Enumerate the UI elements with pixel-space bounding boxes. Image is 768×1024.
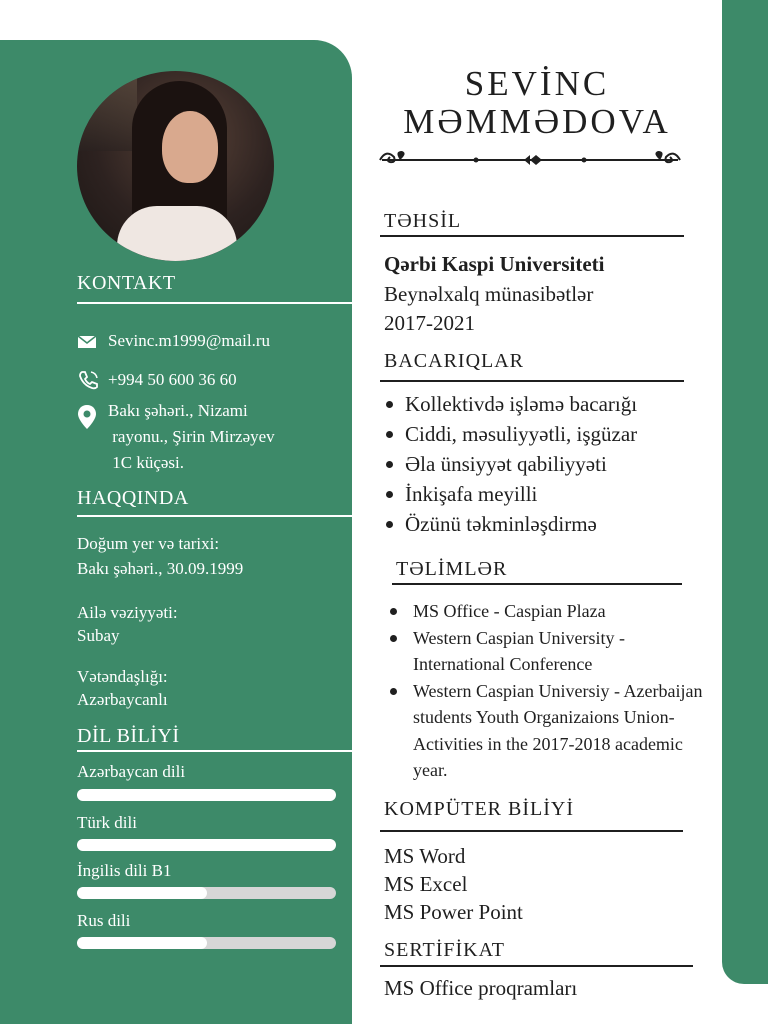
- language-level-bar: [77, 839, 336, 851]
- language-label: Azərbaycan dili: [77, 762, 186, 781]
- education-divider: [380, 235, 684, 237]
- skill-item: Özünü təkminləşdirmə: [384, 509, 637, 539]
- education-school: Qərbi Kaspi Universiteti: [384, 252, 605, 276]
- education-field: Beynəlxalq münasibətlər: [384, 282, 594, 306]
- address-line-2: rayonu., Şirin Mirzəyev: [108, 427, 275, 446]
- education-heading: TƏHSİL: [384, 210, 462, 232]
- computer-heading: KOMPÜTER BİLİYİ: [384, 798, 574, 820]
- language-level-fill: [77, 937, 207, 949]
- envelope-icon: [77, 330, 99, 352]
- computer-divider: [380, 830, 683, 832]
- certificate-heading: SERTİFİKAT: [384, 939, 506, 961]
- marital-value: Subay: [77, 626, 120, 645]
- certificate-divider: [380, 965, 693, 967]
- computer-skill: MS Power Point: [384, 900, 523, 924]
- phone-number: +994 50 600 36 60: [108, 370, 237, 389]
- language-level-bar: [77, 937, 336, 949]
- email-link[interactable]: Sevinc.m1999@mail.ru: [108, 331, 271, 350]
- computer-skill: MS Excel: [384, 872, 468, 896]
- citizenship-value: Azərbaycanlı: [77, 690, 168, 709]
- training-item: MS Office - Caspian Plaza: [385, 598, 705, 625]
- training-item: Western Caspian University - International Conference: [385, 625, 705, 678]
- phone-icon: [77, 369, 99, 391]
- training-item: Western Caspian Universiy - Azerbaijan students Youth Organizaions Union-Activities in the 2017-2018 academic year.: [385, 678, 705, 784]
- language-label: Rus dili: [77, 911, 131, 930]
- ornament-divider: [376, 145, 684, 169]
- birth-label: Doğum yer və tarixi:: [77, 534, 220, 553]
- address-line-3: 1C küçəsi.: [108, 453, 185, 472]
- about-heading: HAQQINDA: [77, 487, 189, 509]
- trainings-list: [385, 598, 705, 784]
- languages-heading: DİL BİLİYİ: [77, 725, 180, 747]
- language-level-bar: [77, 789, 336, 801]
- skill-item: Ciddi, məsuliyyətli, işgüzar: [384, 419, 637, 449]
- about-divider: [77, 515, 352, 517]
- skill-item: İnkişafa meyilli: [384, 479, 637, 509]
- trainings-divider: [392, 583, 682, 585]
- education-years: 2017-2021: [384, 311, 475, 335]
- name-first: SEVİNC: [464, 64, 610, 103]
- skill-item: Əla ünsiyyət qabiliyyəti: [384, 449, 637, 479]
- skills-divider: [380, 380, 684, 382]
- languages-divider: [77, 750, 352, 752]
- address-line-1: Bakı şəhəri., Nizami: [108, 401, 248, 420]
- language-level-fill: [77, 887, 207, 899]
- computer-skill: MS Word: [384, 844, 466, 868]
- language-label: Türk dili: [77, 813, 137, 832]
- language-level-fill: [77, 839, 336, 851]
- language-level-bar: [77, 887, 336, 899]
- profile-photo: [77, 71, 274, 261]
- location-pin-icon: [77, 404, 99, 426]
- skills-list: [384, 389, 637, 539]
- certificate-item: MS Office proqramları: [384, 976, 578, 1000]
- birth-value: Bakı şəhəri., 30.09.1999: [77, 559, 244, 578]
- skills-heading: BACARIQLAR: [384, 350, 525, 372]
- citizenship-label: Vətəndaşlığı:: [77, 667, 168, 686]
- skill-item: Kollektivdə işləmə bacarığı: [384, 389, 637, 419]
- contact-heading: KONTAKT: [77, 272, 176, 294]
- trainings-heading: TƏLİMLƏR: [396, 558, 508, 580]
- contact-divider: [77, 302, 352, 304]
- marital-label: Ailə vəziyyəti:: [77, 603, 178, 622]
- name-last: MƏMMƏDOVA: [403, 102, 671, 141]
- language-level-fill: [77, 789, 336, 801]
- decorative-strip: [722, 0, 768, 984]
- language-label: İngilis dili B1: [77, 861, 172, 880]
